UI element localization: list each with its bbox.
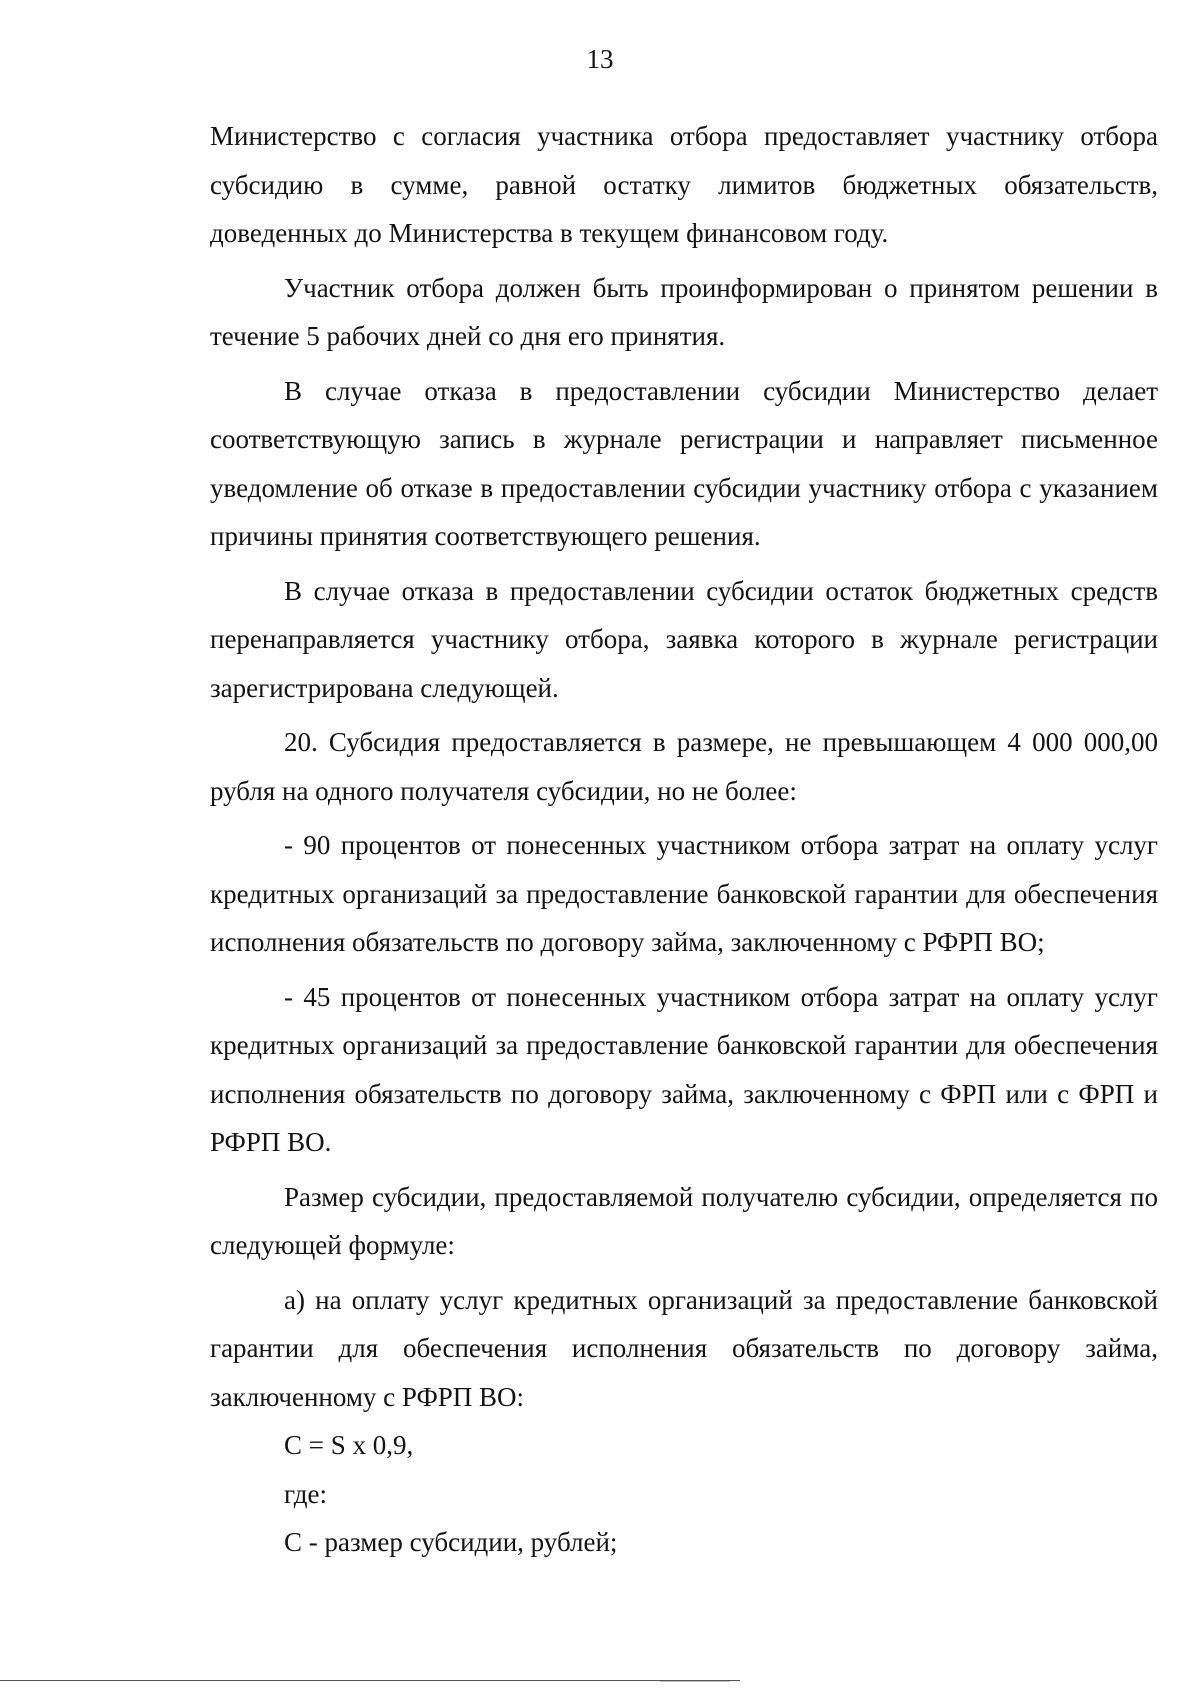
paragraph-subsidy-remainder: Министерство с согласия участника отбора предоставляет участнику отбора субсидию в сумме, равной остатку лимитов бюджетных обязательств, доведенных до Министерства в текущем финансовом году. (210, 121, 1158, 248)
paragraph-participant-notification: Участник отбора должен быть проинформирован о принятом решении в течение 5 рабочих дней со дня его принятия. (210, 272, 1158, 351)
paragraph-formula-intro: Размер субсидии, предоставляемой получателю субсидии, определяется по следующей формуле: (210, 1181, 1158, 1260)
formula: С = S x 0,9, (284, 1430, 414, 1460)
paragraph-item-20: 20. Субсидия предоставляется в размере, не превышающем 4 000 000,00 рубля на одного получателя субсидии, но не более: (210, 727, 1158, 806)
paragraph-refusal-record: В случае отказа в предоставлении субсидии Министерство делает соответствующую запись в журнале регистрации и направляет письменное уведомление об отказе в предоставлении субсидии участнику отбора с указанием причины принятия соответствующего решения. (210, 375, 1158, 551)
paragraph-refusal-redirect: В случае отказа в предоставлении субсидии остаток бюджетных средств перенаправляется участнику отбора, заявка которого в журнале регистрации зарегистрирована следующей. (210, 575, 1158, 703)
paragraph-subitem-a: а) на оплату услуг кредитных организаций за предоставление банковской гарантии для обеспечения исполнения обязательств по договору займа, заключенному с РФРП ВО: (210, 1284, 1158, 1412)
bottom-rule (0, 1680, 740, 1681)
paragraph-45-percent: - 45 процентов от понесенных участником отбора затрат на оплату услуг кредитных организаций за предоставление банковской гарантии для обеспечения исполнения обязательств по договору займа, заключенному с ФРП или с ФРП и РФРП ВО. (210, 981, 1158, 1157)
where-label: где: (284, 1478, 327, 1509)
definition-c: С - размер субсидии, рублей; (284, 1527, 618, 1557)
paragraph-90-percent: - 90 процентов от понесенных участником отбора затрат на оплату услуг кредитных организаций за предоставление банковской гарантии для обеспечения исполнения обязательств по договору займа, заключенному с РФРП ВО; (210, 830, 1158, 957)
bottom-rule-faint (660, 1681, 730, 1682)
page-number: 13 (586, 44, 614, 74)
document-body (210, 112, 1158, 1567)
